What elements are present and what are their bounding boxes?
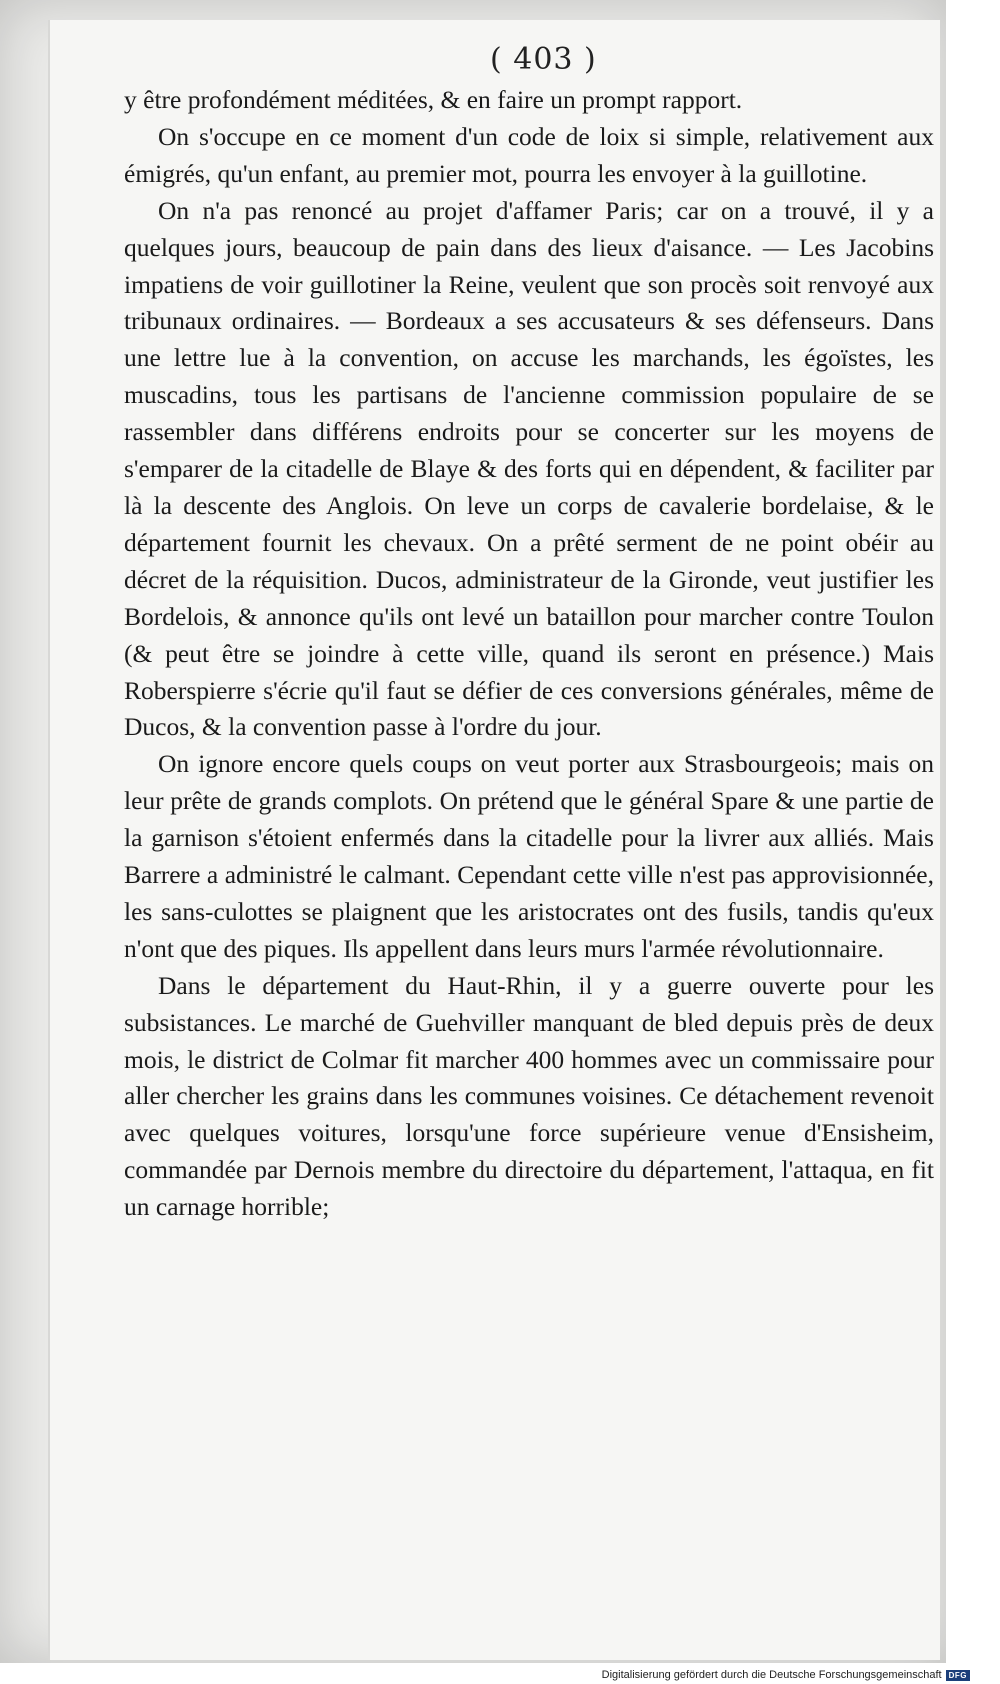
dfg-logo: DFG bbox=[946, 1670, 970, 1681]
paragraph-1: y être profondément méditées, & en faire un prompt rapport. bbox=[124, 85, 743, 114]
page-number: ( 403 ) bbox=[490, 42, 597, 77]
digitization-credit bbox=[602, 1669, 970, 1681]
paragraph-3: On n'a pas renoncé au projet d'affamer Paris; car on a trouvé, il y a quelques jours, beaucoup de pain dans des lieux d'aisance. — Les Jacobins impatiens de voir guillotiner la Reine, veulent que son procès soit renvoyé aux tribunaux ordinaires. — Bordeaux a ses accusateurs & ses défenseurs. Dans une lettre lue à la convention, on accuse les marchands, les égoïstes, les muscadins, tous les partisans de l'ancienne commission populaire de se rassembler dans différens endroits pour se concerter sur les moyens de s'emparer de la citadelle de Blaye & des forts qui en dépendent, & faciliter par là la descente des Anglois. On leve un corps de cavalerie bordelaise, & le département fournit les chevaux. On a prêté serment de ne point obéir au décret de la réquisition. Ducos, administrateur de la Gironde, veut justifier les Bordelois, & annonce qu'ils ont levé un bataillon pour marcher contre Toulon (& peut être se joindre à cette ville, quand ils seront en présence.) Mais Roberspierre s'écrie qu'il faut se défier de ces conversions générales, même de Ducos, & la convention passe à l'ordre du jour. bbox=[124, 195, 934, 742]
paragraph-4: On ignore encore quels coups on veut porter aux Strasbourgeois; mais on leur prête de grands complots. On prétend que le général Spare & une partie de la garnison s'étoient enfermés dans la citadelle pour la livrer aux alliés. Mais Barrere a administré le calmant. Cependant cette ville n'est pas approvisionnée, les sans-culottes se plaignent que les aristocrates ont des fusils, tandis qu'eux n'ont que des piques. Ils appellent dans leurs murs l'armée révolutionnaire. bbox=[124, 749, 934, 963]
page-body-text bbox=[124, 82, 934, 1226]
paragraph-2: On s'occupe en ce moment d'un code de loix si simple, relativement aux émigrés, qu'un enfant, au premier mot, pourra les envoyer à la guillotine. bbox=[124, 121, 934, 188]
paragraph-5: Dans le département du Haut-Rhin, il y a guerre ouverte pour les subsistances. Le marché de Guehviller manquant de bled depuis près de deux mois, le district de Colmar fit marcher 400 hommes avec un commissaire pour aller chercher les grains dans les communes voisines. Ce détachement revenoit avec quelques voitures, lorsqu'une force supérieure venue d'Ensisheim, commandée par Dernois membre du directoire du département, l'attaqua, en fit un carnage horrible; bbox=[124, 970, 934, 1222]
book-page bbox=[48, 20, 940, 1660]
credit-text: Digitalisierung gefördert durch die Deutsche Forschungsgemeinschaft bbox=[601, 1669, 942, 1681]
